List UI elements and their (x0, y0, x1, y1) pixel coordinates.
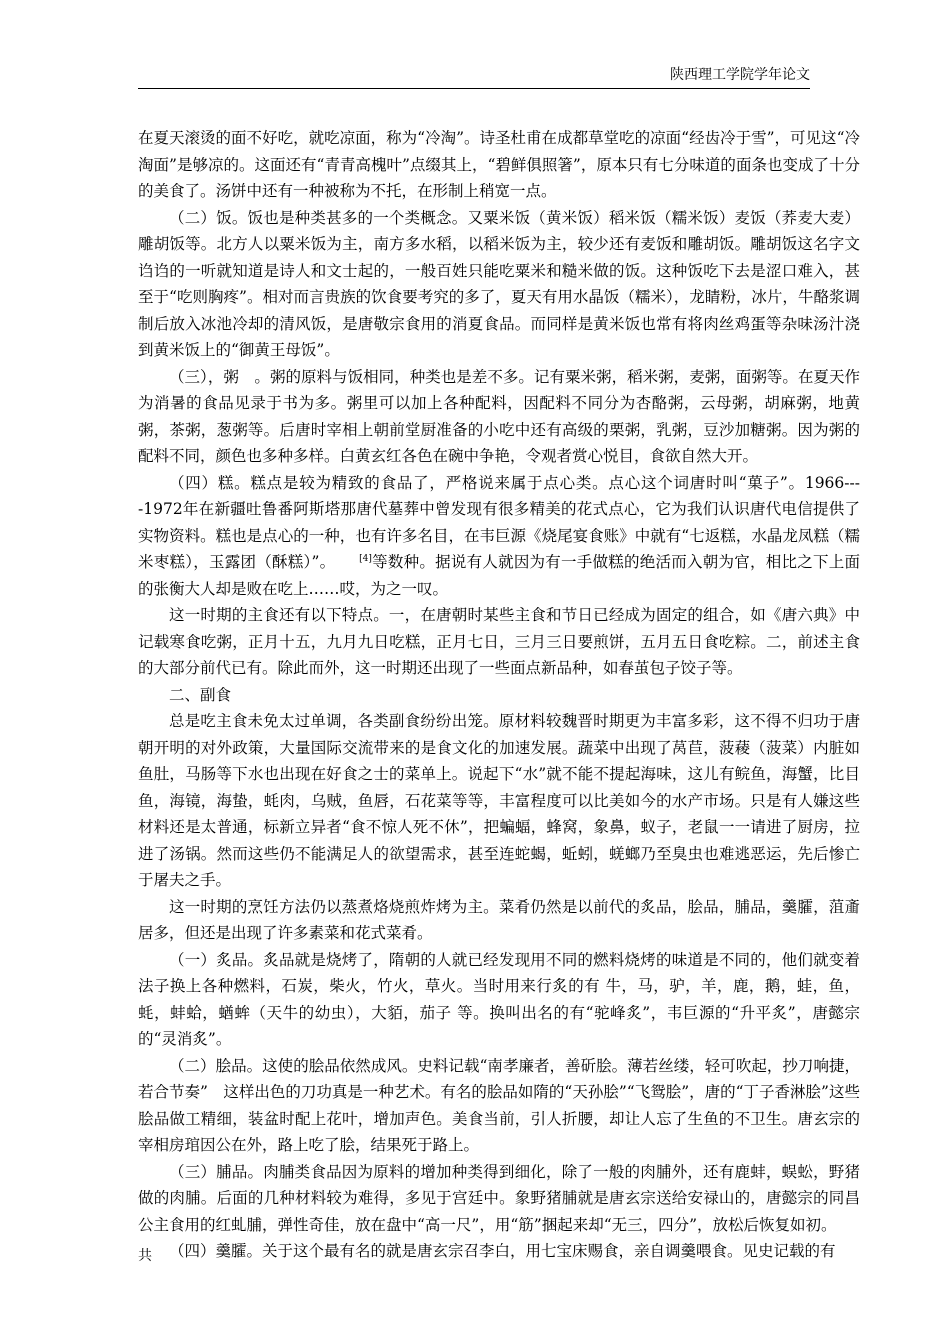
paragraph: 这一时期的烹饪方法仍以蒸煮烙烧煎炸烤为主。菜肴仍然是以前代的炙品，脍品，脯品，羹臛，菹齑居多，但还是出现了许多素菜和花式菜肴。 (138, 897, 860, 942)
paragraph: 这一时期的主食还有以下特点。一，在唐朝时某些主食和节日已经成为固定的组合，如《唐六典》中记载寒食吃粥，正月十五，九月九日吃糕，正月七日，三月三日要煎饼，五月五日食吃粽。二，前述主食的大部分前代已有。除此而外，这一时期还出现了一些面点新品种，如春茧包子饺子等。 (138, 606, 860, 677)
paragraph: （三），粥 。粥的原料与饭相同，种类也是差不多。记有粟米粥，稻米粥，麦粥，面粥等。在夏天作为消暑的食品见录于书为多。粥里可以加上各种配料，因配料不同分为杏酪粥，云母粥，胡麻粥，地黄粥，茶粥，葱粥等。后唐时宰相上朝前堂厨准备的小吃中还有高级的栗粥，乳粥，豆沙加糖粥。因为粥的配料不同，颜色也多种多样。白黄玄红各色在碗中争艳，令观者赏心悦目，食欲自然大开。 (138, 367, 860, 465)
paragraph-text: （四）糕。糕点是较为精致的食品了，严格说来属于点心类。点心这个词唐时叫“菓子”。1966----1972年在新疆吐鲁番阿斯塔那唐代墓葬中曾发现有很多精美的花式点心，它为我们认识唐代电信提供了实物资料。糕也是点心的一种，也有许多名目，在韦巨源《烧尾宴食账》中就有“七返糕，水晶龙凤糕（糯米枣糕），玉露团（酥糕）”。 (138, 473, 860, 571)
paragraph: （三）脯品。肉脯类食品因为原料的增加种类得到细化，除了一般的肉脯外，还有鹿蚌，蜈蚣，野猪做的肉脯。后面的几种材料较为难得，多见于宫廷中。象野猪脯就是唐玄宗送给安禄山的，唐懿宗的同昌公主食用的红虬脯，弹性奇佳，放在盘中“高一尺”，用“筋”捆起来却“无三，四分”，放松后恢复如初。 (138, 1162, 860, 1234)
paragraph-text: 等数种。据说有人就因为有一手做糕的绝活而入朝为官，相比之下上面的张衡大人却是败在吃上……哎，为之一叹。 (138, 553, 860, 598)
document-body (138, 125, 860, 1265)
header-title: 陕西理工学院学年论文 (670, 67, 810, 83)
paragraph: （二）饭。饭也是种类甚多的一个类概念。又粟米饭（黄米饭）稻米饭（糯米饭）麦饭（荞麦大麦）雕胡饭等。北方人以粟米饭为主，南方多水稻，以稻米饭为主，较少还有麦饭和雕胡饭。雕胡饭这名字文诌诌的一听就知道是诗人和文士起的，一般百姓只能吃粟米和糙米做的饭。这种饭吃下去是涩口难入，甚至于“吃则胸疼”。相对而言贵族的饮食要考究的多了，夏天有用水晶饭（糯米），龙睛粉，冰片，牛酪浆调制后放入冰池冷却的清风饭，是唐敬宗食用的消夏食品。而同样是黄米饭也常有将肉丝鸡蛋等杂味汤汁浇到黄米饭上的“御黄王母饭”。 (138, 208, 860, 359)
page-header (138, 58, 810, 89)
paragraph (138, 470, 860, 603)
page-footer: 共 (138, 1248, 152, 1264)
paragraph: （二）脍品。这使的脍品依然成风。史料记载“南孝廉者，善斫脍。薄若丝缕，轻可吹起，抄刀响捷，若合节奏” 这样出色的刀功真是一种艺术。有名的脍品如隋的“天孙脍”“飞鸳脍”，唐的“丁子香淋脍”这些脍品做工精细，装盆时配上花叶，增加声色。美食当前，引人折腰，却让人忘了生鱼的不卫生。唐玄宗的宰相房琯因公在外，路上吃了脍，结果死于路上。 (138, 1056, 860, 1154)
paragraph: （四）羹臛。关于这个最有名的就是唐玄宗召李白，用七宝床赐食，亲自调羹喂食。见史记载的有 (169, 1242, 836, 1260)
paragraph: 在夏天滚烫的面不好吃，就吃凉面，称为“冷淘”。诗圣杜甫在成都草堂吃的凉面“经齿冷于雪”，可见这“冷淘面”是够凉的。这面还有“青青高槐叶”点缀其上，“碧鲜俱照箸”，原本只有七分味道的面条也变成了十分的美食了。汤饼中还有一种被称为不托，在形制上稍宽一点。 (138, 129, 860, 200)
section-heading: 二、副食 (169, 685, 232, 704)
paragraph: 总是吃主食未免太过单调，各类副食纷纷出笼。原材料较魏晋时期更为丰富多彩，这不得不归功于唐朝开明的对外政策，大量国际交流带来的是食文化的加速发展。蔬菜中出现了莴苣，菠薐（菠菜）内脏如鱼肚，马肠等下水也出现在好食之士的菜单上。说起下“水”就不能不提起海味，这儿有鲩鱼，海蟹，比目鱼，海镜，海蛰，蚝肉，乌贼，鱼唇，石花菜等等，丰富程度可以比美如今的水产市场。只是有人嫌这些材料还是太普通，标新立异者“食不惊人死不休”，把蝙蝠，蜂窝，象鼻，蚁子，老鼠一一请进了厨房，拉进了汤锅。然而这些仍不能满足人的欲望需求，甚至连蛇蝎，蚯蚓，蜣螂乃至臭虫也难逃恶运，先后惨亡于屠夫之手。 (138, 712, 860, 889)
citation-marker: [4] (359, 553, 372, 564)
paragraph: （一）炙品。炙品就是烧烤了，隋朝的人就已经发现用不同的燃料烧烤的味道是不同的，他们就变着法子换上各种燃料，石炭，柴火，竹火，草火。当时用来行炙的有 牛，马，驴，羊，鹿，鹅，蛙，鱼，蚝，蚌蛤，蝤蛑（天牛的幼虫），大貊，茄子 等。换叫出名的有“驼峰炙”，韦巨源的“升平炙”，唐懿宗的“灵消炙”。 (138, 950, 860, 1048)
